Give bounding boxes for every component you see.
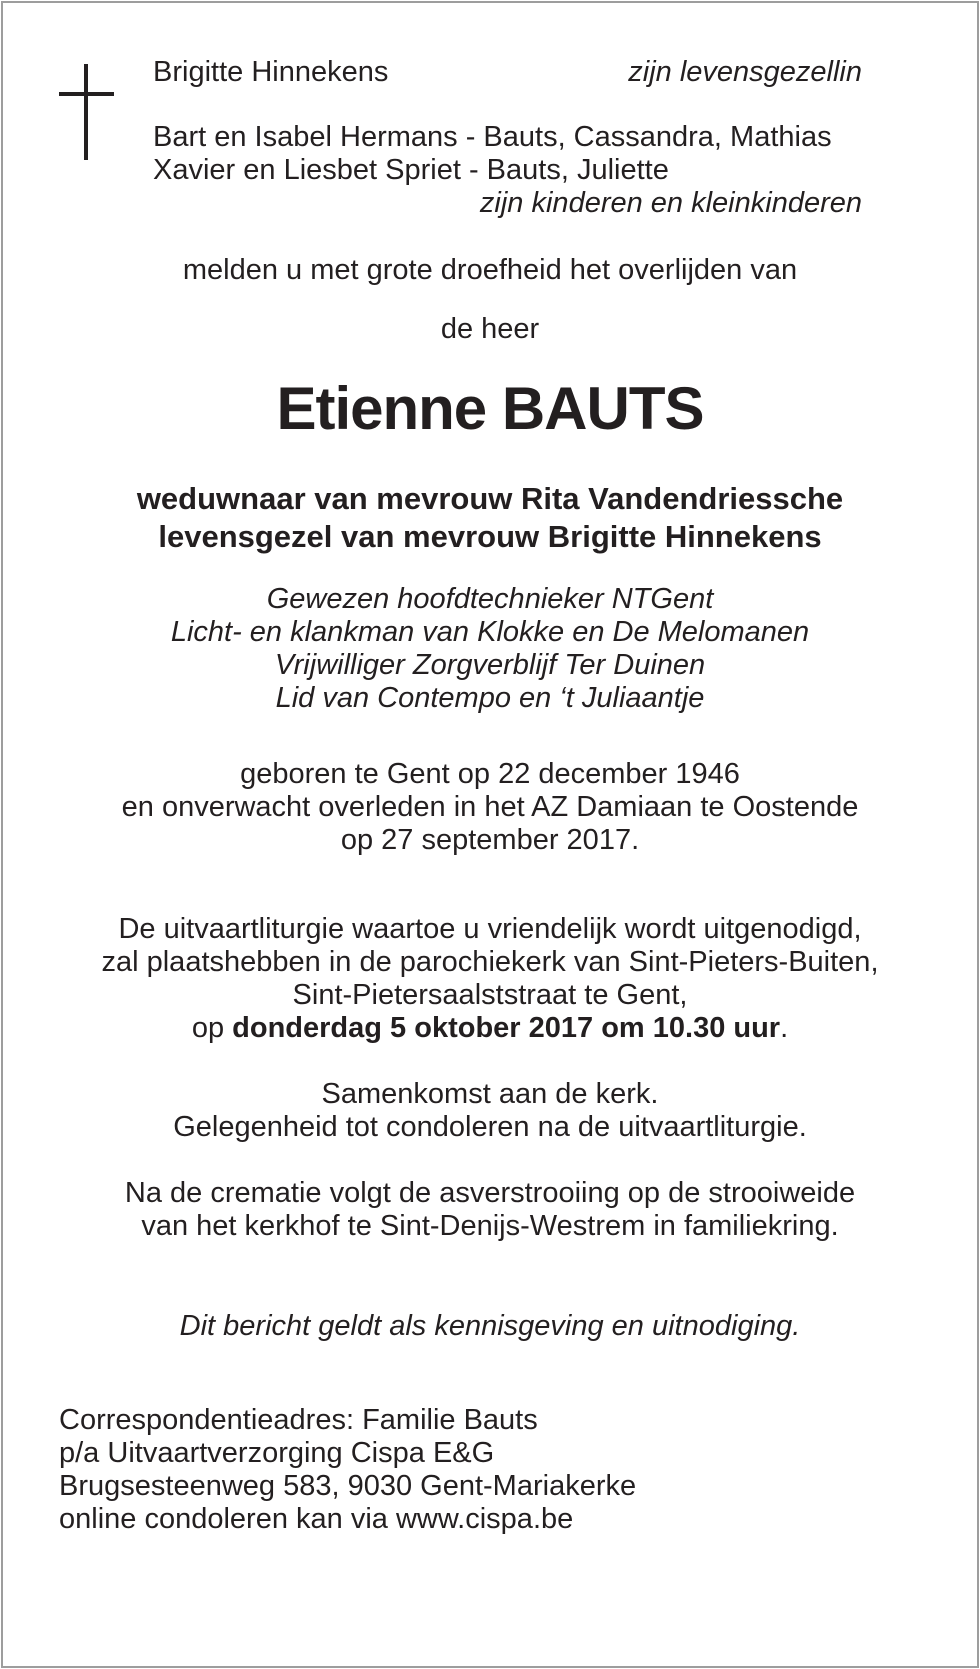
relation-line: levensgezel van mevrouw Brigitte Hinnekens <box>158 519 822 554</box>
correspondence-line: p/a Uitvaartverzorging Cispa E&G <box>59 1437 495 1469</box>
cross-icon-vertical <box>84 64 88 160</box>
life-line: geboren te Gent op 22 december 1946 <box>240 758 740 790</box>
title-prefix: de heer <box>440 313 540 345</box>
obituary-card <box>1 1 979 1668</box>
partner-role: zijn levensgezellin <box>628 56 862 88</box>
intro-text: melden u met grote droefheid het overlijden van <box>182 254 798 286</box>
cremation-line: Na de crematie volgt de asverstrooiing op de strooiweide <box>124 1177 856 1209</box>
role-line: Gewezen hoofdtechnieker NTGent <box>266 583 714 615</box>
life-line: en onverwacht overleden in het AZ Damiaan te Oostende <box>121 791 859 823</box>
children-line: Xavier en Liesbet Spriet - Bauts, Juliette <box>153 154 669 186</box>
cross-icon-horizontal <box>59 92 114 96</box>
role-line: Licht- en klankman van Klokke en De Melomanen <box>170 616 810 648</box>
cremation-line: van het kerkhof te Sint-Denijs-Westrem in familiekring. <box>141 1210 839 1242</box>
relation-line: weduwnaar van mevrouw Rita Vandendriessche <box>136 481 844 516</box>
service-date-suffix: . <box>780 1012 789 1044</box>
correspondence-line: Brugsesteenweg 583, 9030 Gent-Mariakerke <box>59 1470 637 1502</box>
gathering-line: Gelegenheid tot condoleren na de uitvaartliturgie. <box>173 1111 807 1143</box>
children-line: Bart en Isabel Hermans - Bauts, Cassandra, Mathias <box>153 121 832 153</box>
role-line: Vrijwilliger Zorgverblijf Ter Duinen <box>274 649 706 681</box>
service-date <box>3 1011 977 1045</box>
gathering-line: Samenkomst aan de kerk. <box>321 1078 659 1110</box>
correspondence-line: Correspondentieadres: Familie Bauts <box>59 1404 538 1436</box>
service-date-prefix: op <box>191 1012 233 1044</box>
service-line: zal plaatshebben in de parochiekerk van Sint-Pieters-Buiten, <box>101 946 879 978</box>
service-line: De uitvaartliturgie waartoe u vriendelijk wordt uitgenodigd, <box>118 913 862 945</box>
deceased-name: Etienne BAUTS <box>276 375 704 442</box>
role-line: Lid van Contempo en ‘t Juliaantje <box>275 682 705 714</box>
partner-name: Brigitte Hinnekens <box>153 56 389 88</box>
service-line: Sint-Pietersaalststraat te Gent, <box>292 979 688 1011</box>
children-role: zijn kinderen en kleinkinderen <box>479 187 862 219</box>
correspondence-line: online condoleren kan via www.cispa.be <box>59 1503 574 1535</box>
life-line: op 27 september 2017. <box>340 824 640 856</box>
service-date-time: donderdag 5 oktober 2017 om 10.30 uur <box>232 1012 781 1044</box>
notice-text: Dit bericht geldt als kennisgeving en uitnodiging. <box>179 1310 801 1342</box>
